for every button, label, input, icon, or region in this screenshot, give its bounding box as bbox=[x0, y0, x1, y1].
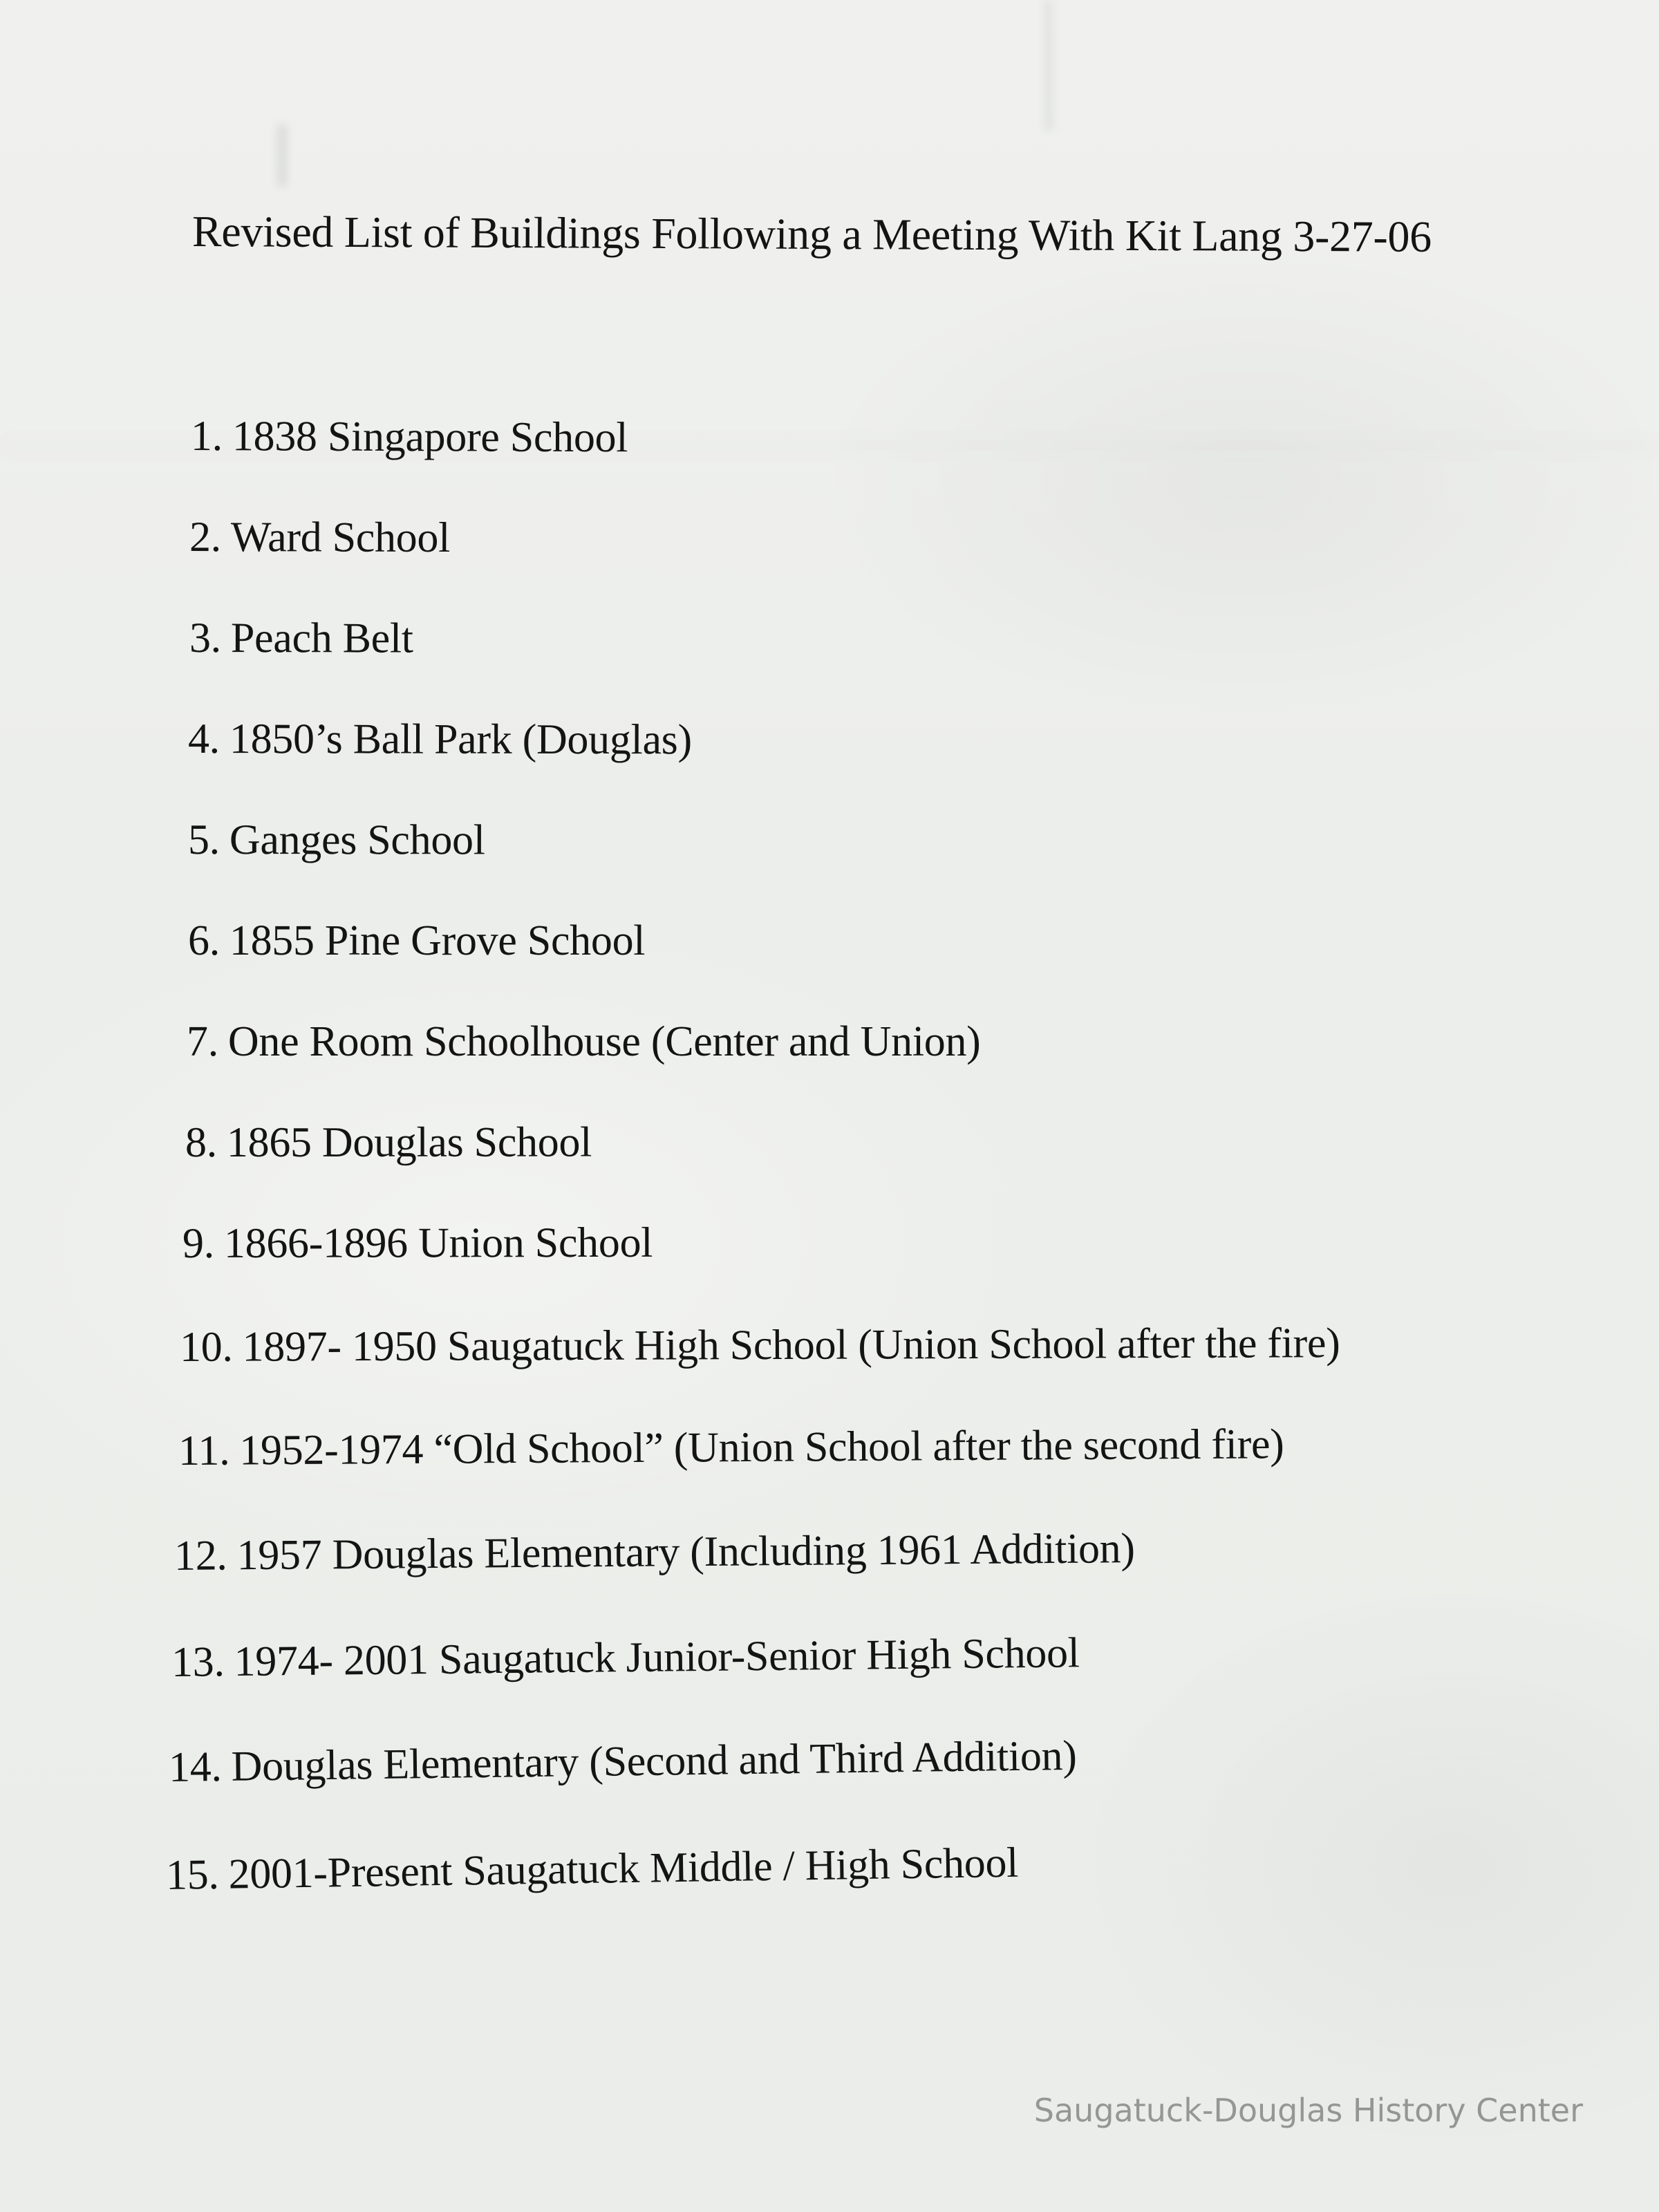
item-text: Douglas Elementary (Second and Third Addition) bbox=[231, 1732, 1078, 1790]
item-number: 1. bbox=[190, 413, 223, 460]
item-text: Peach Belt bbox=[230, 615, 413, 662]
document-title: Revised List of Buildings Following a Meeting With Kit Lang 3-27-06 bbox=[191, 207, 1432, 261]
item-text: 1855 Pine Grove School bbox=[229, 917, 646, 964]
item-number: 2. bbox=[189, 514, 221, 561]
item-number: 15. bbox=[165, 1850, 220, 1899]
list-item-2 bbox=[189, 513, 450, 563]
item-number: 13. bbox=[171, 1638, 225, 1686]
item-text: 1866-1896 Union School bbox=[223, 1219, 653, 1267]
item-text: 1865 Douglas School bbox=[226, 1118, 592, 1166]
item-number: 7. bbox=[187, 1018, 218, 1065]
list-item-5 bbox=[188, 816, 485, 865]
item-text: 1952-1974 “Old School” (Union School after the second fire) bbox=[239, 1421, 1284, 1474]
item-text: Ganges School bbox=[229, 816, 485, 864]
item-number: 5. bbox=[187, 816, 220, 864]
item-text: 1897- 1950 Saugatuck High School (Union School after the fire) bbox=[242, 1320, 1340, 1371]
item-number: 14. bbox=[168, 1743, 223, 1791]
item-number: 11. bbox=[178, 1427, 230, 1474]
list-item-13 bbox=[171, 1629, 1080, 1687]
item-number: 4. bbox=[187, 715, 220, 763]
list-item-6 bbox=[188, 917, 645, 966]
item-number: 9. bbox=[182, 1219, 214, 1267]
list-item-10 bbox=[180, 1319, 1340, 1372]
list-item-9 bbox=[182, 1219, 653, 1268]
list-item-3 bbox=[189, 614, 413, 664]
list-item-15 bbox=[165, 1839, 1018, 1900]
item-text: 1974- 2001 Saugatuck Junior-Senior High School bbox=[234, 1629, 1080, 1686]
list-item-11 bbox=[178, 1420, 1284, 1476]
list-item-12 bbox=[174, 1524, 1135, 1581]
item-text: 2001-Present Saugatuck Middle / High School bbox=[228, 1839, 1019, 1898]
list-item-1 bbox=[191, 412, 628, 462]
list-item-7 bbox=[187, 1018, 981, 1067]
list-item-8 bbox=[185, 1118, 592, 1168]
item-number: 8. bbox=[185, 1118, 217, 1166]
item-text: 1957 Douglas Elementary (Including 1961 Addition) bbox=[236, 1525, 1135, 1580]
item-text: 1838 Singapore School bbox=[232, 413, 628, 462]
item-text: Ward School bbox=[230, 514, 451, 561]
item-number: 10. bbox=[179, 1323, 233, 1371]
watermark-text: Saugatuck-Douglas History Center bbox=[1033, 2092, 1583, 2129]
list-item-14 bbox=[169, 1732, 1078, 1792]
item-number: 6. bbox=[188, 917, 220, 964]
item-number: 12. bbox=[174, 1532, 227, 1580]
item-text: One Room Schoolhouse (Center and Union) bbox=[227, 1018, 981, 1065]
item-text: 1850’s Ball Park (Douglas) bbox=[229, 715, 692, 764]
item-number: 3. bbox=[189, 615, 221, 662]
list-item-4 bbox=[188, 715, 692, 765]
